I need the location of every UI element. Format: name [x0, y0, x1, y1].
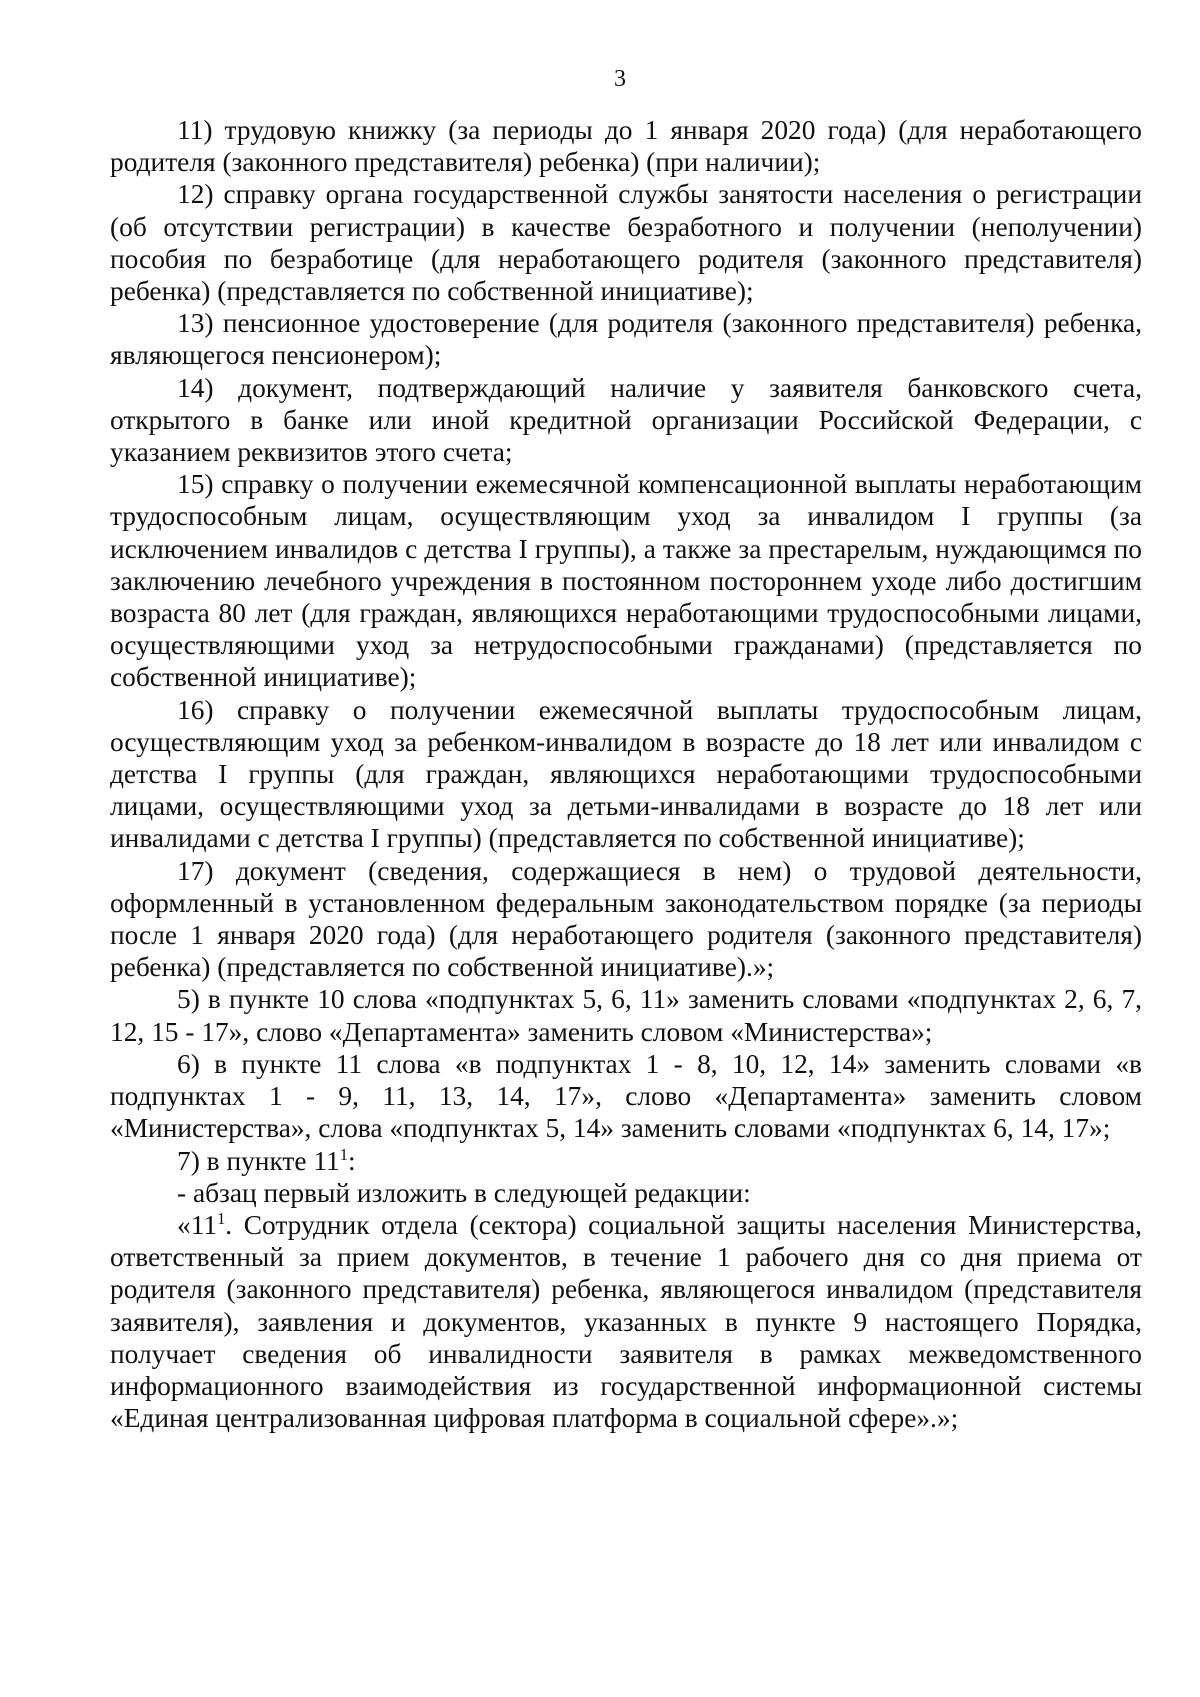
- paragraph-item-15: 15) справку о получении ежемесячной компенсационной выплаты неработающим трудоспособным лицам, осуществляющим уход за инвалидом I группы (за исключением инвалидов с детства I группы), а также за престарелым, нуждающимся по заключению лечебного учреждения в постоянном постороннем уходе либо достигшим возраста 80 лет (для граждан, являющихся неработающими трудоспособными лицами, осуществляющими уход за нетрудоспособными гражданами) (представляется по собственной инициативе);: [110, 469, 1142, 693]
- paragraph-amendment-5: 5) в пункте 10 слова «подпунктах 5, 6, 11» заменить словами «подпунктах 2, 6, 7, 12, 15 - 17», слово «Департамента» заменить словом «Министерства»;: [110, 984, 1142, 1047]
- paragraph-quoted-11-1: [110, 1209, 1142, 1434]
- paragraph-amendment-6: 6) в пункте 11 слова «в подпунктах 1 - 8, 10, 12, 14» заменить словами «в подпунктах 1 - 9, 11, 13, 14, 17», слово «Департамента» заменить словом «Министерства», слова «подпунктах 5, 14» заменить словами «подпунктах 6, 14, 17»;: [110, 1048, 1142, 1144]
- paragraph-item-17: 17) документ (сведения, содержащиеся в нем) о трудовой деятельности, оформленный в установленном федеральным законодательством порядке (за периоды после 1 января 2020 года) (для неработающего родителя (законного представителя) ребенка) (представляется по собственной инициативе).»;: [110, 855, 1142, 983]
- paragraph-item-13: 13) пенсионное удостоверение (для родителя (законного представителя) ребенка, являющегося пенсионером);: [110, 308, 1142, 371]
- amendment-7-prefix: 7) в пункте 11: [177, 1145, 340, 1176]
- document-body: [110, 114, 1142, 1434]
- paragraph-item-11: 11) трудовую книжку (за периоды до 1 января 2020 года) (для неработающего родителя (законного представителя) ребенка) (при наличии);: [110, 115, 1142, 178]
- amendment-7-suffix: :: [347, 1145, 356, 1176]
- paragraph-item-14: 14) документ, подтверждающий наличие у заявителя банковского счета, открытого в банке или иной кредитной организации Российской Федерации, с указанием реквизитов этого счета;: [110, 372, 1142, 468]
- paragraph-item-16: 16) справку о получении ежемесячной выплаты трудоспособным лицам, осуществляющим уход за ребенком-инвалидом в возрасте до 18 лет или инвалидом с детства I группы (для граждан, являющихся неработающими трудоспособными лицами, осуществляющими уход за детьми-инвалидами в возрасте до 18 лет или инвалидами с детства I группы) (представляется по собственной инициативе);: [110, 694, 1142, 854]
- quote-text: . Сотрудник отдела (сектора) социальной защиты населения Министерства, ответственный за прием документов, в течение 1 рабочего дня со дня приема от родителя (законного представителя) ребенка, являющегося инвалидом (представителя заявителя), заявления и документов, указанных в пункте 9 настоящего Порядка, получает сведения об инвалидности заявителя в рамках межведомственного информационного взаимодействия из государственной информационной системы «Единая централизованная цифровая платформа в социальной сфере».»;: [110, 1209, 1142, 1434]
- paragraph-item-12: 12) справку органа государственной службы занятости населения о регистрации (об отсутствии регистрации) в качестве безработного и получении (неполучении) пособия по безработице (для неработающего родителя (законного представителя) ребенка) (представляется по собственной инициативе);: [110, 179, 1142, 307]
- paragraph-amendment-7-instruction: - абзац первый изложить в следующей редакции:: [177, 1177, 751, 1208]
- quote-prefix: «11: [177, 1209, 218, 1240]
- quote-superscript: 1: [217, 1208, 226, 1228]
- page-number: 3: [614, 66, 626, 92]
- paragraph-amendment-7: [110, 1145, 1142, 1177]
- amendment-7-superscript: 1: [339, 1144, 348, 1164]
